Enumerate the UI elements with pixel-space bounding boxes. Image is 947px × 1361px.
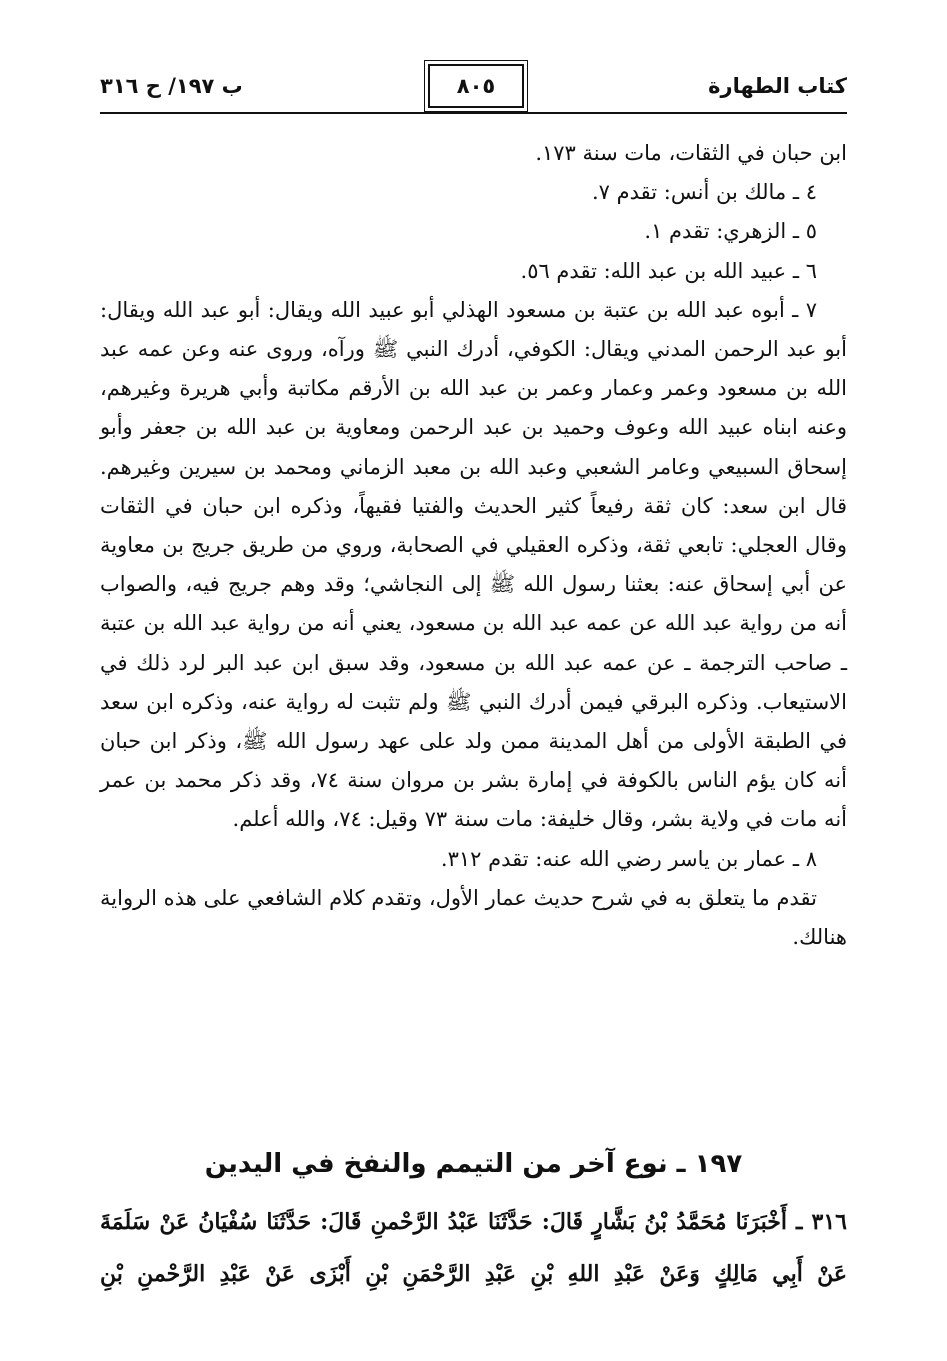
hadith-paragraph: ٣١٦ ـ أَخْبَرَنَا مُحَمَّدُ بْنُ بَشَّارٍ قَالَ: حَدَّثَنَا عَبْدُ الرَّحْمنِ قَالَ: حَدَّثَنَا سُفْيَانُ عَنْ سَلَمَةَ عَنْ أَبِي مَالِكٍ وَعَنْ عَبْدِ اللهِ بْنِ عَبْدِ الرَّحْمَنِ بْنِ أَبْزَى عَنْ عَبْدِ الرَّحْمنِ بْنِ (100, 1209, 847, 1287)
header-rule (100, 112, 847, 114)
text-line: ٥ ـ الزهري: تقدم ١. (644, 219, 817, 244)
book-title: كتاب الطهارة (708, 74, 847, 98)
commentary-body (100, 134, 847, 957)
narrator-8-paragraph: ٨ ـ عمار بن ياسر رضي الله عنه: تقدم ٣١٢. (440, 846, 817, 871)
page-header (100, 64, 847, 110)
text-line: ابن حبان في الثقات، مات سنة ١٧٣. (535, 141, 847, 165)
note-paragraph: تقدم ما يتعلق به في شرح حديث عمار الأول، وتقدم كلام الشافعي على هذه الرواية هنالك. (100, 885, 847, 950)
section-reference: ب ١٩٧/ ح ٣١٦ (100, 74, 243, 98)
text-line: ٤ ـ مالك بن أنس: تقدم ٧. (591, 180, 817, 205)
narrator-7-paragraph: ٧ ـ أبوه عبد الله بن عتبة بن مسعود الهذلي أبو عبيد الله ويقال: أبو عبد الله ويقال: أبو عبد الرحمن المدني ويقال: الكوفي، أدرك النبي ﷺ ورآه، وروى عنه وعن عمه عبد الله بن مسعود وعمر وعمار وعمر بن عبد الله بن الأرقم مكاتبة وأبي هريرة وغيرهم، وعنه ابناه عبيد الله وعوف وحميد بن عبد الرحمن ومعاوية بن عبد الله بن جعفر وأبو إسحاق السبيعي وعامر الشعبي وعبد الله بن معبد الزماني ومحمد بن سيرين وغيرهم. قال ابن سعد: كان ثقة رفيعاً كثير الحديث والفتيا فقيهاً، وذكره ابن حبان في الثقات وقال العجلي: تابعي ثقة، وذكره العقيلي في الصحابة، وروي من طريق جريج بن معاوية عن أبي إسحاق عنه: بعثنا رسول الله ﷺ إلى النجاشي؛ وقد وهم جريج فيه، والصواب أنه من رواية عبد الله عن عمه عبد الله بن مسعود، يعني أنه من رواية عبد الله بن عتبة ـ صاحب الترجمة ـ عن عمه عبد الله بن مسعود، وقد سبق ابن عبد البر لرد ذلك في الاستيعاب. وذكره البرقي فيمن أدرك النبي ﷺ ولم تثبت له رواية عنه، وذكره ابن سعد في الطبقة الأولى من أهل المدينة ممن ولد على عهد رسول الله ﷺ، وذكر ابن حبان أنه كان يؤم الناس بالكوفة في إمارة بشر بن مروان سنة ٧٤، وقد ذكر محمد بن عمر أنه مات في ولاية بشر، وقال خليفة: مات سنة ٧٣ وقيل: ٧٤، والله أعلم. (100, 297, 847, 832)
page-number: ٨٠٥ (428, 64, 524, 108)
hadith-text (100, 1196, 847, 1300)
chapter-heading: ١٩٧ ـ نوع آخر من التيمم والنفخ في اليدين (204, 1149, 743, 1179)
text-line: ٦ ـ عبيد الله بن عبد الله: تقدم ٥٦. (520, 258, 817, 283)
